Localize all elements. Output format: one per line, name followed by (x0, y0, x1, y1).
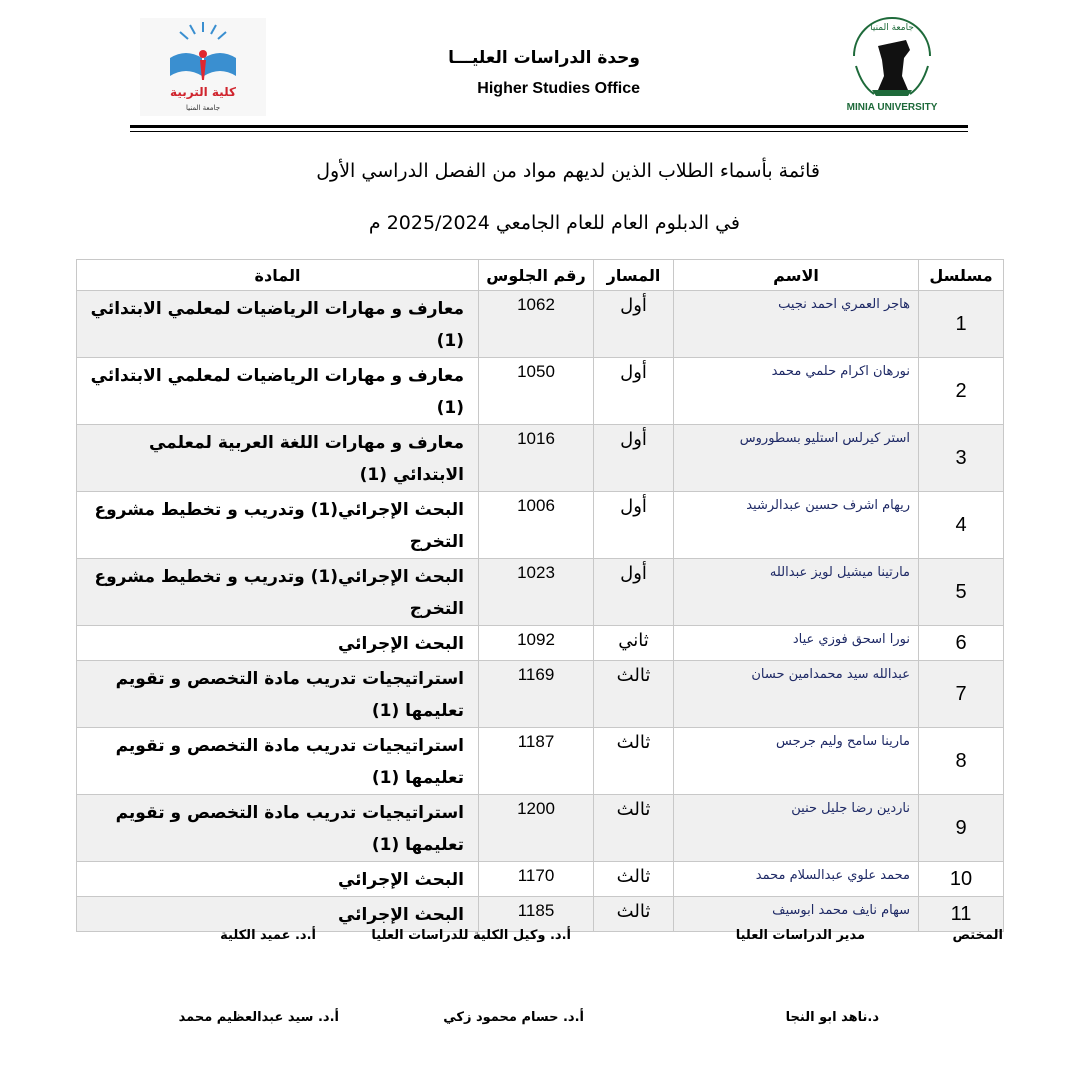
cell-name: ريهام اشرف حسين عبدالرشيد (674, 492, 919, 559)
cell-track: أول (594, 291, 674, 358)
cell-name: عبدالله سيد محمدامين حسان (674, 661, 919, 728)
cell-subject: معارف و مهارات الرياضيات لمعلمي الابتدائي (1) (77, 358, 479, 425)
cell-track: ثالث (594, 897, 674, 932)
table-row (77, 795, 1004, 862)
cell-subject: استراتيجيات تدريب مادة التخصص و تقويم تعليمها (1) (77, 661, 479, 728)
director-name: د.ناهد ابو النجا (785, 1010, 879, 1025)
table-row (77, 626, 1004, 661)
table-row (77, 559, 1004, 626)
cell-subject: البحث الإجرائي (77, 897, 479, 932)
cell-serial: 6 (919, 626, 1004, 661)
header-serial: مسلسل (919, 260, 1004, 291)
cell-serial: 8 (919, 728, 1004, 795)
dean-name: أ.د. سيد عبدالعظيم محمد (178, 1010, 339, 1025)
cell-seat: 1185 (479, 897, 594, 932)
table-row (77, 728, 1004, 795)
table-row (77, 291, 1004, 358)
cell-subject: البحث الإجرائي(1) وتدريب و تخطيط مشروع التخرج (77, 559, 479, 626)
table-row (77, 425, 1004, 492)
office-title-arabic: وحدة الدراسات العليـــا (448, 48, 640, 68)
header-seat: رقم الجلوس (479, 260, 594, 291)
list-title: قائمة بأسماء الطلاب الذين لديهم مواد من الفصل الدراسي الأول (316, 160, 820, 182)
table-row (77, 492, 1004, 559)
cell-serial: 4 (919, 492, 1004, 559)
cell-seat: 1092 (479, 626, 594, 661)
vice-dean-title: أ.د. وكيل الكلية للدراسات العليا (371, 928, 571, 943)
header-track: المسار (594, 260, 674, 291)
cell-name: محمد علوي عبدالسلام محمد (674, 862, 919, 897)
cell-serial: 9 (919, 795, 1004, 862)
cell-name: نورا اسحق فوزي عياد (674, 626, 919, 661)
cell-track: أول (594, 425, 674, 492)
director-title: مدير الدراسات العليا (735, 928, 865, 943)
cell-track: ثاني (594, 626, 674, 661)
table-row (77, 897, 1004, 932)
cell-track: ثالث (594, 661, 674, 728)
cell-subject: البحث الإجرائي(1) وتدريب و تخطيط مشروع التخرج (77, 492, 479, 559)
header-name: الاسم (674, 260, 919, 291)
cell-subject: استراتيجيات تدريب مادة التخصص و تقويم تعليمها (1) (77, 795, 479, 862)
cell-name: ناردين رضا جليل حنين (674, 795, 919, 862)
cell-subject: البحث الإجرائي (77, 862, 479, 897)
cell-serial: 11 (919, 897, 1004, 932)
minia-university-logo (838, 16, 946, 116)
cell-seat: 1062 (479, 291, 594, 358)
nefertiti-logo-icon (838, 16, 946, 116)
cell-subject: معارف و مهارات اللغة العربية لمعلمي الابتدائي (1) (77, 425, 479, 492)
cell-track: أول (594, 358, 674, 425)
dean-title: أ.د. عميد الكلية (220, 928, 316, 943)
cell-subject: البحث الإجرائي (77, 626, 479, 661)
cell-seat: 1016 (479, 425, 594, 492)
office-title-english: Higher Studies Office (477, 80, 640, 97)
cell-subject: معارف و مهارات الرياضيات لمعلمي الابتدائي (1) (77, 291, 479, 358)
book-logo-icon (140, 18, 266, 116)
faculty-of-education-logo (140, 18, 266, 116)
cell-serial: 3 (919, 425, 1004, 492)
cell-name: مارتينا ميشيل لويز عبدالله (674, 559, 919, 626)
vice-dean-name: أ.د. حسام محمود زكي (443, 1010, 584, 1025)
cell-name: مارينا سامح وليم جرجس (674, 728, 919, 795)
table-row (77, 661, 1004, 728)
cell-seat: 1006 (479, 492, 594, 559)
cell-seat: 1187 (479, 728, 594, 795)
table-header-row (77, 260, 1004, 291)
cell-name: نورهان اكرام حلمي محمد (674, 358, 919, 425)
list-subtitle: في الدبلوم العام للعام الجامعي 2025/2024 م (368, 212, 740, 234)
cell-seat: 1170 (479, 862, 594, 897)
cell-seat: 1169 (479, 661, 594, 728)
cell-seat: 1023 (479, 559, 594, 626)
table-row (77, 358, 1004, 425)
cell-serial: 2 (919, 358, 1004, 425)
cell-subject: استراتيجيات تدريب مادة التخصص و تقويم تعليمها (1) (77, 728, 479, 795)
svg-text:جامعة المنيا: جامعة المنيا (870, 23, 914, 33)
cell-name: استر كيرلس استليو بسطوروس (674, 425, 919, 492)
cell-track: ثالث (594, 862, 674, 897)
header-divider-thin (130, 131, 968, 132)
cell-track: ثالث (594, 795, 674, 862)
cell-track: أول (594, 492, 674, 559)
svg-text:جامعة المنيا: جامعة المنيا (185, 104, 221, 112)
cell-serial: 10 (919, 862, 1004, 897)
cell-serial: 5 (919, 559, 1004, 626)
cell-serial: 1 (919, 291, 1004, 358)
header-divider-thick (130, 125, 968, 128)
specialist-title: المختص (952, 928, 1003, 943)
students-table (76, 259, 1004, 932)
header-subject: المادة (77, 260, 479, 291)
cell-serial: 7 (919, 661, 1004, 728)
svg-text:MINIA UNIVERSITY: MINIA UNIVERSITY (846, 102, 938, 113)
cell-seat: 1200 (479, 795, 594, 862)
cell-track: أول (594, 559, 674, 626)
cell-name: هاجر العمري احمد نجيب (674, 291, 919, 358)
cell-seat: 1050 (479, 358, 594, 425)
cell-name: سهام نايف محمد ابوسيف (674, 897, 919, 932)
cell-track: ثالث (594, 728, 674, 795)
table-row (77, 862, 1004, 897)
svg-text:كلية التربية: كلية التربية (170, 85, 236, 99)
